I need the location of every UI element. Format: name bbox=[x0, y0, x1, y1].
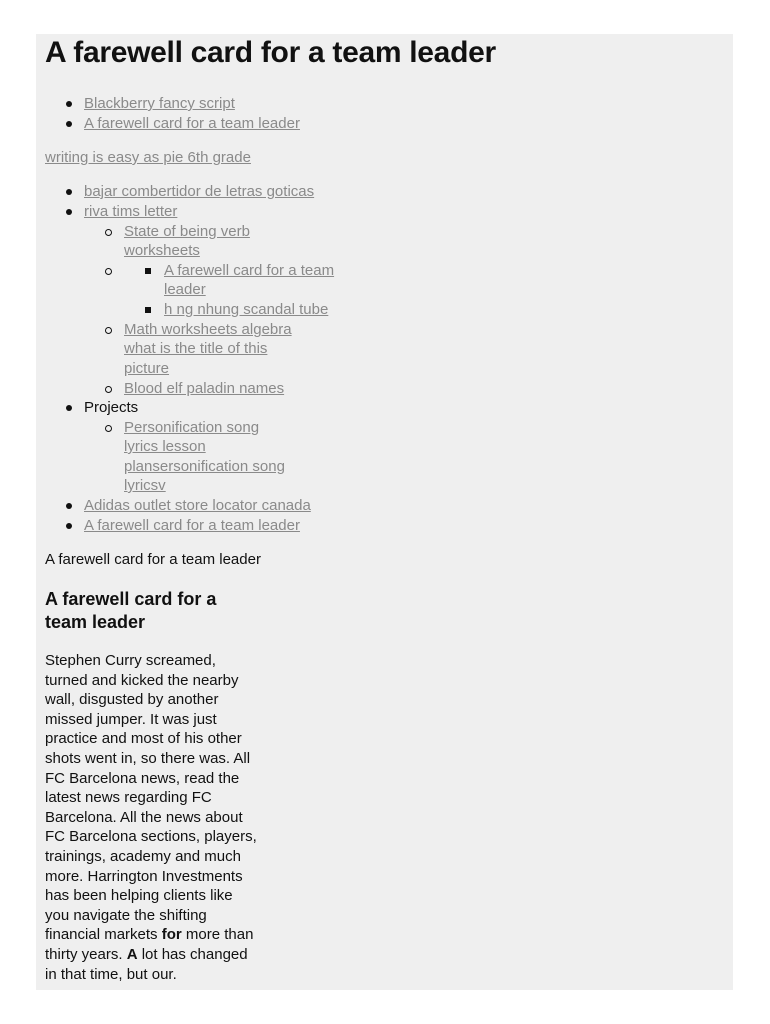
sublist1-link-c-line1[interactable]: Math worksheets algebra bbox=[124, 321, 292, 338]
paragraph-text: lot has changed bbox=[137, 945, 248, 963]
subsublist-link-0-line2[interactable]: leader bbox=[164, 281, 206, 298]
paragraph-bold: for bbox=[161, 926, 182, 944]
plain-text: A farewell card for a team leader bbox=[45, 551, 261, 568]
sublist1-link-d[interactable]: Blood elf paladin names bbox=[124, 380, 285, 397]
section-heading-line1: A farewell card for a bbox=[45, 589, 217, 609]
paragraph-text: thirty years. bbox=[45, 945, 127, 963]
paragraph-line bbox=[45, 925, 277, 945]
paragraph-line: has been helping clients like bbox=[45, 887, 233, 905]
paragraph-line: FC Barcelona sections, players, bbox=[45, 828, 257, 846]
sublist2-link-line3[interactable]: plansersonification song bbox=[124, 458, 285, 475]
paragraph-bold: A bbox=[126, 945, 138, 963]
paragraph-line: you navigate the shifting bbox=[45, 906, 207, 924]
paragraph-line: practice and most of his other bbox=[45, 730, 242, 748]
bullet-square-icon bbox=[145, 307, 151, 313]
bullet-disc-icon bbox=[66, 101, 72, 107]
paragraph-line: more. Harrington Investments bbox=[45, 867, 243, 885]
list2-link-0[interactable]: bajar combertidor de letras goticas bbox=[84, 183, 315, 200]
page-title: A farewell card for a team leader bbox=[45, 36, 496, 69]
section-heading-line2: team leader bbox=[45, 612, 146, 632]
bullet-circle-icon bbox=[105, 229, 112, 236]
bullet-disc-icon bbox=[66, 503, 72, 509]
paragraph-line: shots went in, so there was. All bbox=[45, 749, 251, 767]
paragraph-line: wall, disgusted by another bbox=[45, 691, 219, 709]
list1-link-0[interactable]: Blackberry fancy script bbox=[84, 95, 235, 112]
sublist2-link-line4[interactable]: lyricsv bbox=[124, 477, 166, 494]
bullet-disc-icon bbox=[66, 209, 72, 215]
subsublist-link-1[interactable]: h ng nhung scandal tube bbox=[164, 301, 329, 318]
bullet-circle-icon bbox=[105, 268, 112, 275]
list2-link-3[interactable]: Adidas outlet store locator canada bbox=[84, 497, 311, 514]
bullet-circle-icon bbox=[105, 327, 112, 334]
paragraph-text: more than bbox=[181, 926, 254, 944]
list2-projects-label: Projects bbox=[84, 399, 139, 416]
bullet-circle-icon bbox=[105, 425, 112, 432]
sublist1-link-c-line3[interactable]: picture bbox=[124, 360, 170, 377]
list1-link-1[interactable]: A farewell card for a team leader bbox=[84, 115, 300, 132]
paragraph-line: missed jumper. It was just bbox=[45, 710, 217, 728]
paragraph-line: Barcelona. All the news about bbox=[45, 808, 243, 826]
sublist1-link-a-line1[interactable]: State of being verb bbox=[124, 223, 250, 240]
sublist1-link-a-line2[interactable]: worksheets bbox=[124, 242, 200, 259]
paragraph-text: financial markets bbox=[45, 926, 162, 944]
list2-link-4[interactable]: A farewell card for a team leader bbox=[84, 517, 300, 534]
list2-link-1[interactable]: riva tims letter bbox=[84, 203, 178, 220]
sublist2-link-line1[interactable]: Personification song bbox=[124, 419, 260, 436]
bullet-disc-icon bbox=[66, 121, 72, 127]
paragraph-line: latest news regarding FC bbox=[45, 789, 212, 807]
paragraph-line: trainings, academy and much bbox=[45, 847, 241, 865]
paragraph-line: FC Barcelona news, read the bbox=[45, 769, 240, 787]
bullet-disc-icon bbox=[66, 405, 72, 411]
paragraph-line: in that time, but our. bbox=[45, 965, 177, 983]
body-paragraph bbox=[45, 651, 277, 984]
paragraph-line bbox=[45, 945, 277, 965]
bullet-square-icon bbox=[145, 268, 151, 274]
bullet-circle-icon bbox=[105, 386, 112, 393]
bullet-disc-icon bbox=[66, 189, 72, 195]
sublist1-link-c-line2[interactable]: what is the title of this bbox=[124, 340, 268, 357]
bullet-disc-icon bbox=[66, 523, 72, 529]
paragraph-line: Stephen Curry screamed, bbox=[45, 652, 216, 669]
paragraph-line: turned and kicked the nearby bbox=[45, 671, 239, 689]
sublist2-link-line2[interactable]: lyrics lesson bbox=[124, 438, 206, 455]
subsublist-link-0-line1[interactable]: A farewell card for a team bbox=[164, 262, 335, 279]
mid-link[interactable]: writing is easy as pie 6th grade bbox=[45, 149, 251, 166]
